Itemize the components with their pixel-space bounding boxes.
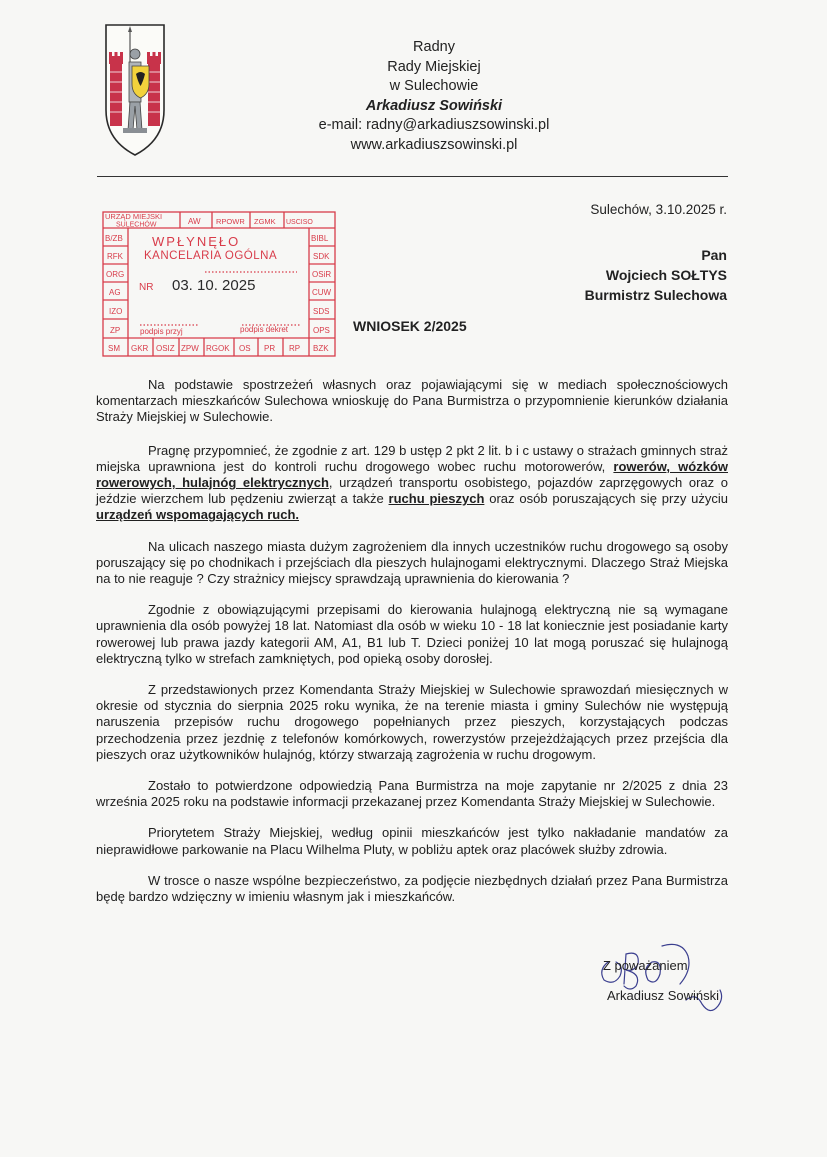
addressee-line1: Pan <box>701 247 727 263</box>
stamp-nr-label: NR <box>139 282 154 293</box>
paragraph-2-part-c: oraz osób poruszających się przy użyciu <box>489 491 728 507</box>
stamp-left-code: IZO <box>109 307 123 316</box>
paragraph-5: Z przedstawionych przez Komendanta Straży Miejskiej w Sulechowie sprawozdań miesięcznych w okresie od stycznia do sierpnia 2025 roku wynika, że na terenie miasta i gminy Sulechów nie występują naruszenia przepisów ruchu drogowego popełnianych przez pieszych, korzystających podczas przechodzenia przez jezdnię z telefonów komórkowych, rowerzystów przejeżdżających przez przejścia dla pieszych oraz użytkowników hulajnóg, którzy stwarzają zagrożenia w ruchu drogowym. <box>96 682 728 762</box>
stamp-col-aw: AW <box>188 217 201 226</box>
addressee-line2: Wojciech SOŁTYS <box>605 267 727 283</box>
header-divider <box>97 176 728 177</box>
stamp-left-code: ORG <box>106 270 125 279</box>
sender-line3: w Sulechowie <box>389 78 479 94</box>
paragraph-4: Zgodnie z obowiązującymi przepisami do kierowania hulajnogą elektryczną nie są wymagane uprawnienia dla osób powyżej 18 lat. Natomiast dla osób w wieku 10 - 18 lat koniecznie jest posiadanie karty rowerowej lub prawa jazdy kategorii AM, A1, B1 lub T. Dzieci poniżej 10 lat mogą poruszać się hulajnogą elektryczną tylko w strefach zamkniętych, pod opieką osoby dorosłej. <box>96 602 728 666</box>
paragraph-1: Na podstawie spostrzeżeń własnych oraz pojawiającymi się w mediach społecznościowych komentarzach mieszkańców Sulechowa wnioskuję do Pana Burmistrza o przypomnienie kierunków działania Straży Miejskiej w Sulechowie. <box>96 377 728 425</box>
paragraph-2-emphasis-2: ruchu pieszych <box>388 491 485 507</box>
paragraph-6: Zostało to potwierdzone odpowiedzią Pana Burmistrza na moje zapytanie nr 2/2025 z dnia 23 września 2025 roku na podstawie informacji przekazanej przez Komendanta Straży Miejskiej w Sulechowie. <box>96 778 728 810</box>
signoff-name: Arkadiusz Sowiński <box>607 988 719 1003</box>
stamp-received: WPŁYNĘŁO <box>152 234 241 249</box>
paragraph-2 <box>96 443 728 524</box>
sender-line2: Rady Miejskiej <box>387 58 481 75</box>
stamp-right-code: SDK <box>313 252 330 261</box>
stamp-left-code: B/ZB <box>105 234 123 243</box>
stamp-bottom-code: GKR <box>131 344 149 353</box>
coat-of-arms-logo <box>103 22 167 158</box>
document-title: WNIOSEK 2/2025 <box>353 318 467 334</box>
signoff <box>603 957 719 1005</box>
stamp-left-code: ZP <box>110 326 121 335</box>
stamp-bottom-code: OS <box>239 344 251 353</box>
stamp-office-2: SULECHÓW <box>116 221 157 229</box>
stamp-bottom-code: PR <box>264 344 276 353</box>
stamp-podpis-dekret: podpis dekret <box>240 325 289 334</box>
stamp-bottom-code: SM <box>108 344 120 353</box>
sender-email[interactable]: e-mail: radny@arkadiuszsowinski.pl <box>318 117 550 133</box>
addressee <box>585 245 727 305</box>
letter-date: Sulechów, 3.10.2025 r. <box>590 202 727 217</box>
stamp-left-code: AG <box>109 288 121 297</box>
stamp-right-code: BIBL <box>311 234 329 243</box>
stamp-right-code: CUW <box>312 288 332 297</box>
stamp-right-code: OSiR <box>312 270 332 279</box>
letter-body <box>96 377 728 920</box>
stamp-bottom-code: ZPW <box>181 344 199 353</box>
received-stamp <box>102 211 336 357</box>
paragraph-2-part-a: Pragnę przypomnieć, że zgodnie z art. 129 b ustęp 2 pkt 2 lit. b i c ustawy o strażach gminnych straż miejska uprawniona jest do kontroli ruchu drogowego wobec ruchu motorowerów, <box>96 442 728 474</box>
stamp-bottom-code: RP <box>289 344 301 353</box>
sender-header <box>300 38 568 155</box>
paragraph-2-part-b: , urządzeń transportu osobistego, pojazdów zaprzęgowych oraz o jeździe wierzchem lub pędzeniu zwierząt a także <box>96 475 728 507</box>
paragraph-2-emphasis-1: rowerów, wózków rowerowych, hulajnóg elektrycznych <box>96 458 728 491</box>
paragraph-2-emphasis-3: urządzeń wspomagających ruch. <box>96 507 300 523</box>
stamp-right-code: OPS <box>313 326 330 335</box>
stamp-bottom-code: RGOK <box>206 344 230 353</box>
stamp-office: KANCELARIA OGÓLNA <box>144 250 278 262</box>
stamp-office-1: URZĄD MIEJSKI <box>105 212 163 221</box>
stamp-left-code: RFK <box>107 252 123 261</box>
stamp-right-code: SDS <box>313 307 330 316</box>
addressee-line3: Burmistrz Sulechowa <box>584 287 727 303</box>
stamp-date: 03. 10. 2025 <box>172 277 256 294</box>
paragraph-3: Na ulicach naszego miasta dużym zagrożeniem dla innych uczestników ruchu drogowego są osoby poruszający się po chodnikach i przejściach dla pieszych hulajnogami elektrycznymi. Dlaczego Straż Miejska na to nie reaguje ? Czy strażnicy miejscy sprawdzają uprawnienia do kierowania ? <box>96 538 728 587</box>
sender-website[interactable]: www.arkadiuszsowinski.pl <box>350 136 518 153</box>
paragraph-8: W trosce o nasze wspólne bezpieczeństwo, za podjęcie niezbędnych działań przez Pana Burmistrza będę bardzo wdzięczny w imieniu własnym jak i mieszkańców. <box>96 872 728 905</box>
stamp-col-zgmk: ZGMK <box>254 217 276 226</box>
signoff-closing: Z poważaniem <box>603 958 688 973</box>
stamp-podpis-przyj: podpis przyj <box>140 327 183 336</box>
stamp-col-rpowr: RPOWR <box>216 217 245 226</box>
stamp-bottom-code: BZK <box>313 344 329 353</box>
sender-name: Arkadiusz Sowiński <box>365 97 503 114</box>
stamp-col-usciso: USCISO <box>286 219 313 226</box>
stamp-bottom-code: OSIZ <box>156 344 175 353</box>
paragraph-7: Priorytetem Straży Miejskiej, według opinii mieszkańców jest tylko nakładanie mandatów za nieprawidłowe parkowanie na Placu Wilhelma Pluty, w pobliżu aptek oraz placówek służby zdrowia. <box>96 825 728 857</box>
sender-line1: Radny <box>413 39 455 55</box>
